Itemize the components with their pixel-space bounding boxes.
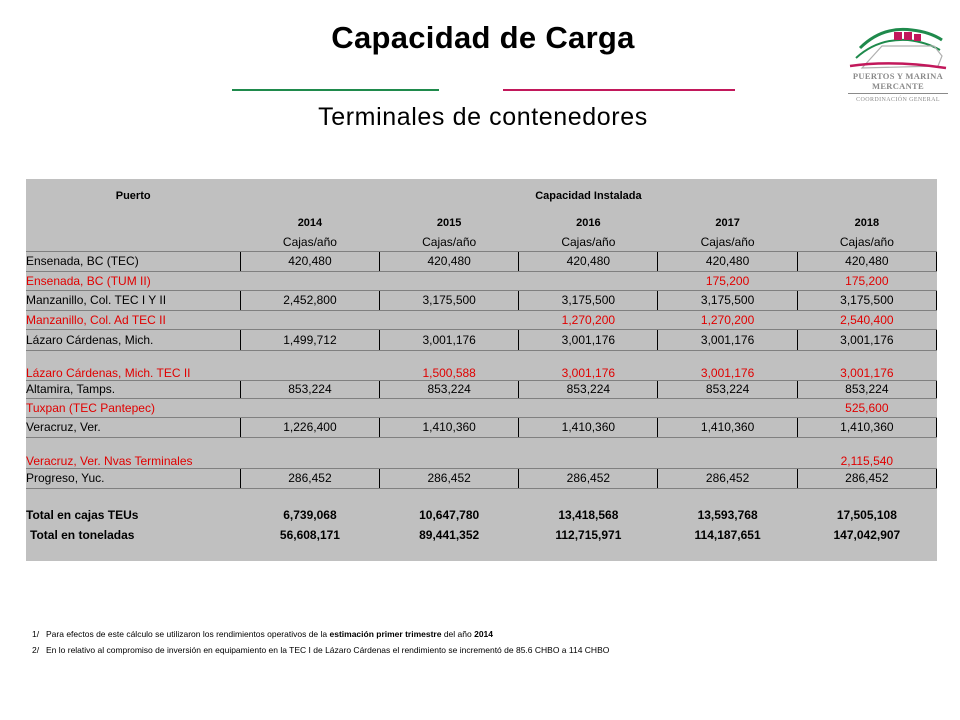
table-row bbox=[26, 290, 937, 310]
capacity-value: 853,224 bbox=[519, 380, 658, 398]
capacity-value: 1,500,588 bbox=[380, 350, 519, 380]
capacity-value: 2,115,540 bbox=[797, 437, 936, 468]
page-title: Capacidad de Carga bbox=[331, 20, 635, 55]
port-name: Ensenada, BC (TUM II) bbox=[26, 271, 240, 290]
capacity-value bbox=[380, 310, 519, 329]
logo-wordmark bbox=[848, 71, 948, 104]
capacity-value: 525,600 bbox=[797, 398, 936, 417]
capacity-value: 3,175,500 bbox=[797, 290, 936, 310]
year-header: 2016 bbox=[576, 217, 601, 229]
capacity-value: 3,001,176 bbox=[519, 350, 658, 380]
capacity-value: 853,224 bbox=[240, 380, 379, 398]
capacity-value bbox=[240, 271, 379, 290]
capacity-value: 175,200 bbox=[658, 271, 797, 290]
capacity-value bbox=[240, 310, 379, 329]
port-column-header: Puerto bbox=[115, 190, 151, 202]
table-row bbox=[26, 310, 937, 329]
capacity-value: 3,001,176 bbox=[658, 350, 797, 380]
capacity-value bbox=[519, 271, 658, 290]
capacity-value: 286,452 bbox=[797, 468, 936, 488]
capacity-value: 175,200 bbox=[797, 271, 936, 290]
port-name: Veracruz, Ver. bbox=[26, 417, 240, 437]
footnote-number: 2/ bbox=[32, 645, 40, 655]
port-name: Tuxpan (TEC Pantepec) bbox=[26, 398, 240, 417]
capacity-value bbox=[658, 437, 797, 468]
capacity-value: 1,410,360 bbox=[658, 417, 797, 437]
year-header: 2018 bbox=[854, 217, 880, 229]
capacity-group-header: Capacidad Instalada bbox=[535, 190, 642, 202]
capacity-value bbox=[658, 398, 797, 417]
capacity-value: 1,270,200 bbox=[658, 310, 797, 329]
total-label: Total en cajas TEUs bbox=[26, 508, 139, 522]
capacity-value: 3,001,176 bbox=[658, 329, 797, 350]
capacity-value: 1,270,200 bbox=[519, 310, 658, 329]
capacity-value bbox=[380, 271, 519, 290]
footnote-text-2: del año bbox=[441, 629, 475, 639]
page-subtitle: Terminales de contenedores bbox=[318, 103, 648, 131]
logo-line-2: MERCANTE bbox=[872, 81, 924, 91]
capacity-value: 3,001,176 bbox=[380, 329, 519, 350]
logo-line-1: PUERTOS Y MARINA bbox=[852, 71, 944, 81]
capacity-value: 420,480 bbox=[797, 251, 936, 271]
capacity-value: 1,410,360 bbox=[519, 417, 658, 437]
total-label: Total en toneladas bbox=[30, 528, 135, 542]
table-row bbox=[26, 329, 937, 350]
unit-label: Cajas/año bbox=[519, 233, 658, 251]
table-row bbox=[26, 271, 937, 290]
unit-label: Cajas/año bbox=[240, 233, 379, 251]
capacity-value: 3,175,500 bbox=[658, 290, 797, 310]
capacity-value: 420,480 bbox=[658, 251, 797, 271]
unit-label: Cajas/año bbox=[797, 233, 936, 251]
capacity-table bbox=[26, 179, 937, 542]
total-value: 13,593,768 bbox=[697, 508, 758, 522]
port-name: Altamira, Tamps. bbox=[26, 380, 240, 398]
year-header: 2017 bbox=[715, 217, 740, 229]
capacity-value: 420,480 bbox=[519, 251, 658, 271]
logo-line-3: COORDINACIÓN GENERAL bbox=[856, 97, 940, 103]
total-tons-row bbox=[26, 522, 937, 542]
capacity-value bbox=[380, 398, 519, 417]
capacity-value: 853,224 bbox=[380, 380, 519, 398]
total-value: 112,715,971 bbox=[555, 528, 622, 542]
capacity-value bbox=[240, 437, 379, 468]
total-value: 13,418,568 bbox=[558, 508, 619, 522]
capacity-value: 286,452 bbox=[519, 468, 658, 488]
capacity-value: 3,175,500 bbox=[380, 290, 519, 310]
table-row bbox=[26, 380, 937, 398]
capacity-value: 1,499,712 bbox=[240, 329, 379, 350]
capacity-value bbox=[519, 437, 658, 468]
capacity-value: 420,480 bbox=[240, 251, 379, 271]
port-name: Lázaro Cárdenas, Mich. bbox=[26, 329, 240, 350]
unit-label: Cajas/año bbox=[380, 233, 519, 251]
capacity-value bbox=[519, 398, 658, 417]
capacity-value: 286,452 bbox=[380, 468, 519, 488]
year-row bbox=[26, 213, 937, 233]
capacity-value: 1,226,400 bbox=[240, 417, 379, 437]
unit-label: Cajas/año bbox=[658, 233, 797, 251]
footnote-text: En lo relativo al compromiso de inversión en equipamiento en la TEC I de Lázaro Cárdenas el rendimiento se incrementó de 85.6 CHBO a 114 CHBO bbox=[46, 645, 610, 655]
footnote-bold-text: estimación primer trimestre bbox=[329, 629, 442, 639]
capacity-value: 2,452,800 bbox=[240, 290, 379, 310]
green-divider bbox=[232, 89, 439, 91]
total-value: 6,739,068 bbox=[283, 508, 337, 522]
header-row bbox=[26, 179, 937, 213]
red-divider bbox=[503, 89, 735, 91]
empty-cell bbox=[26, 213, 240, 233]
capacity-value: 1,410,360 bbox=[380, 417, 519, 437]
table-row bbox=[26, 251, 937, 271]
capacity-value: 853,224 bbox=[658, 380, 797, 398]
logo-separator bbox=[848, 93, 948, 94]
port-name: Lázaro Cárdenas, Mich. TEC II bbox=[26, 350, 240, 380]
port-name: Manzanillo, Col. TEC I Y II bbox=[26, 290, 240, 310]
year-header: 2015 bbox=[436, 217, 462, 229]
footnote-1 bbox=[32, 629, 493, 639]
capacity-value: 1,410,360 bbox=[797, 417, 936, 437]
total-value: 10,647,780 bbox=[419, 508, 480, 522]
capacity-value bbox=[240, 398, 379, 417]
capacity-value bbox=[380, 437, 519, 468]
port-name: Manzanillo, Col. Ad TEC II bbox=[26, 310, 240, 329]
table-row bbox=[26, 398, 937, 417]
capacity-value bbox=[240, 350, 379, 380]
total-value: 114,187,651 bbox=[694, 528, 761, 542]
empty-cell bbox=[26, 233, 240, 251]
table-row bbox=[26, 468, 937, 488]
footnote-text: Para efectos de este cálculo se utilizaron los rendimientos operativos de la bbox=[46, 629, 330, 639]
capacity-value: 3,001,176 bbox=[797, 350, 936, 380]
capacity-value: 286,452 bbox=[240, 468, 379, 488]
capacity-value: 420,480 bbox=[380, 251, 519, 271]
total-value: 147,042,907 bbox=[833, 528, 901, 542]
capacity-value: 286,452 bbox=[658, 468, 797, 488]
port-name: Ensenada, BC (TEC) bbox=[26, 251, 240, 271]
footnote-number: 1/ bbox=[32, 629, 40, 639]
table-row bbox=[26, 437, 937, 468]
year-header: 2014 bbox=[297, 217, 323, 229]
table-row bbox=[26, 350, 937, 380]
total-teus-row bbox=[26, 488, 937, 522]
port-name: Progreso, Yuc. bbox=[26, 468, 240, 488]
footnote-2 bbox=[32, 645, 609, 655]
capacity-value: 2,540,400 bbox=[797, 310, 936, 329]
capacity-value: 853,224 bbox=[797, 380, 936, 398]
table-row bbox=[26, 417, 937, 437]
capacity-value: 3,001,176 bbox=[797, 329, 936, 350]
capacity-value: 3,175,500 bbox=[519, 290, 658, 310]
footnote-year: 2014 bbox=[474, 629, 494, 639]
total-value: 17,505,108 bbox=[836, 508, 897, 522]
unit-row bbox=[26, 233, 937, 251]
port-name: Veracruz, Ver. Nvas Terminales bbox=[26, 437, 240, 468]
total-value: 89,441,352 bbox=[419, 528, 480, 542]
total-value: 56,608,171 bbox=[279, 528, 340, 542]
capacity-value: 3,001,176 bbox=[519, 329, 658, 350]
